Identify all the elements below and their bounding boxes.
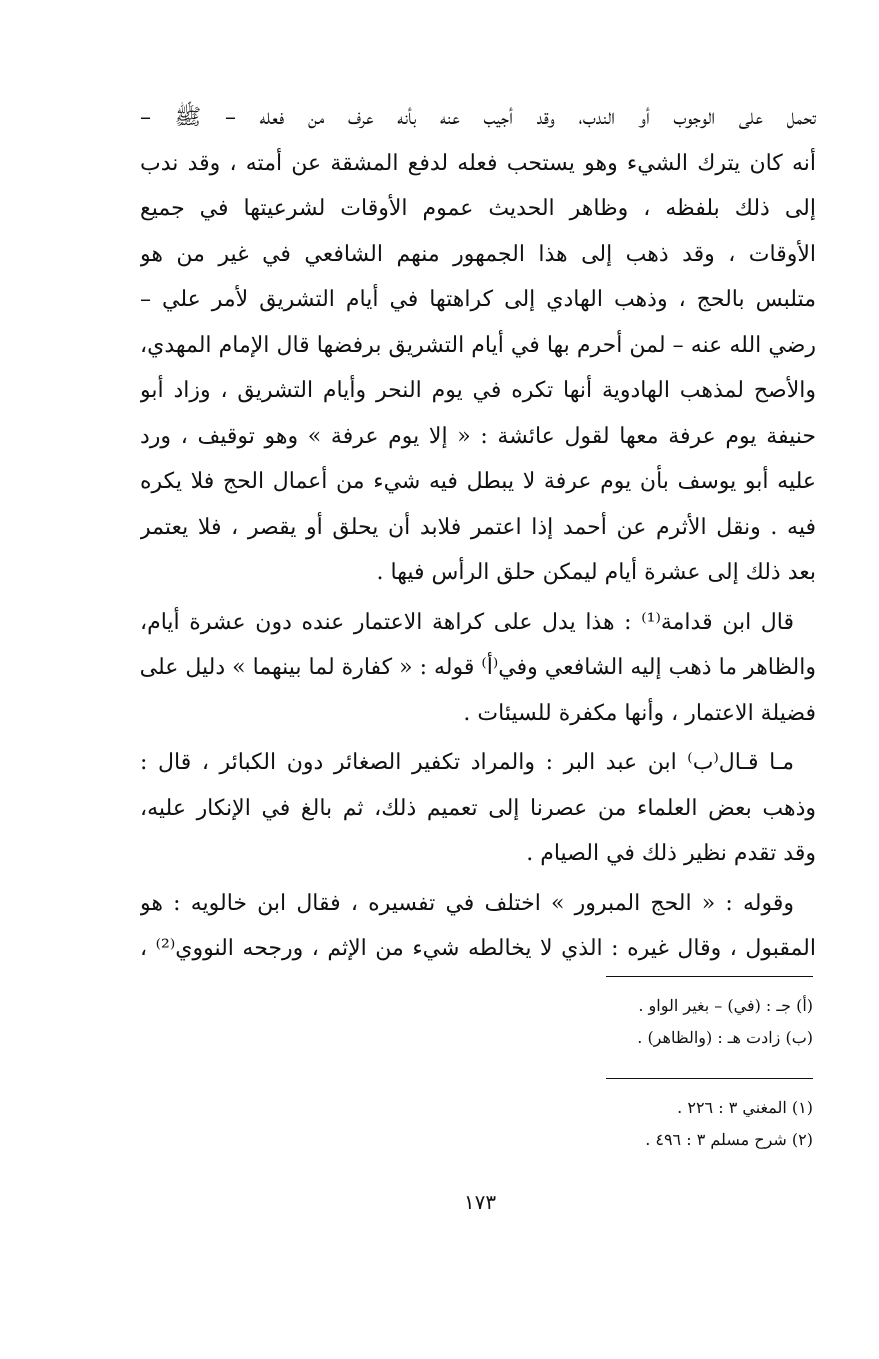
text-line: وقد تقدم نظير ذلك في الصيام . (526, 841, 816, 866)
text-line: وقوله : « الحج المبرور » اختلف في تفسيره ، فقال ابن خالويه : هو (140, 890, 794, 916)
text-line: والأصح لمذهب الهادوية أنها تكره في يوم النحر وأيام التشريق ، وزاد أبو (140, 378, 816, 403)
text-line: المقبول ، وقال غيره : الذي لا يخالطه شيء من الإثم ، ورجحه النووي⁽²⁾ ، (140, 936, 816, 961)
text-line: وذهب بعض العلماء من عصرنا إلى تعميم ذلك، ثم بالغ في الإنكار عليه، (140, 795, 816, 821)
critical-apparatus (300, 990, 813, 1054)
text-line: قال ابن قدامة⁽¹⁾ : هذا يدل على كراهة الاعتمار عنده دون عشرة أيام، (140, 609, 794, 635)
text-line: متلبس بالحج ، وذهب الهادي إلى كراهتها في أيام التشريق لأمر علي – (140, 287, 816, 312)
paragraph-4 (140, 881, 816, 972)
text-line: عليه أبو يوسف بأن يوم عرفة لا يبطل فيه شيء من أعمال الحج فلا يكره (140, 469, 816, 494)
text-line: إلى ذلك بلفظه ، وظاهر الحديث عموم الأوقات لشرعيتها في جميع (140, 196, 816, 221)
apparatus-divider (606, 976, 813, 977)
main-text (140, 95, 816, 972)
footnote: (١) المغني ٣ : ٢٢٦ . (677, 1098, 813, 1117)
text-line: رضي الله عنه – لمن أحرم بها في أيام التشريق برفضها قال الإمام المهدي، (140, 332, 816, 358)
text-line: الأوقات ، وقد ذهب إلى هذا الجمهور منهم الشافعي في غير من هو (140, 241, 816, 267)
paragraph-3 (140, 740, 816, 877)
footnote: (٢) شرح مسلم ٣ : ٤٩٦ . (645, 1130, 813, 1149)
footnote-divider (606, 1078, 813, 1079)
text-line: حنيفة يوم عرفة معها لقول عائشة : « إلا يوم عرفة » وهو توقيف ، ورد (140, 423, 816, 449)
footnotes (300, 1092, 813, 1156)
text-line: أنه كان يترك الشيء وهو يستحب فعله لدفع المشقة عن أمته ، وقد ندب (140, 150, 816, 176)
paragraph-1 (140, 95, 816, 596)
apparatus-note: (أ) جـ : (في) – بغير الواو . (638, 996, 813, 1015)
text-line: فضيلة الاعتمار ، وأنها مكفرة للسيئات . (463, 700, 816, 726)
page-number: ١٧٣ (463, 1190, 497, 1214)
text-line: بعد ذلك إلى عشرة أيام ليمكن حلق الرأس فيها . (376, 560, 816, 585)
text-line: تحمل على الوجوب أو الندب، وقد أجيب عنه بأنه عرف من فعله – ﷺ – (140, 105, 816, 130)
text-line: فيه . ونقل الأثرم عن أحمد إذا اعتمر فلابد أن يحلق أو يقصر ، فلا يعتمر (140, 514, 816, 540)
text-line: مـا قـال⁽ب⁾ ابن عبد البر : والمراد تكفير الصغائر دون الكبائر ، قال : (140, 750, 794, 775)
apparatus-note: (ب) زادت هـ : (والظاهر) . (637, 1028, 813, 1047)
text-line: والظاهر ما ذهب إليه الشافعي وفي⁽أ⁾ قوله : « كفارة لما بينهما » دليل على (140, 655, 816, 680)
paragraph-2 (140, 600, 816, 737)
